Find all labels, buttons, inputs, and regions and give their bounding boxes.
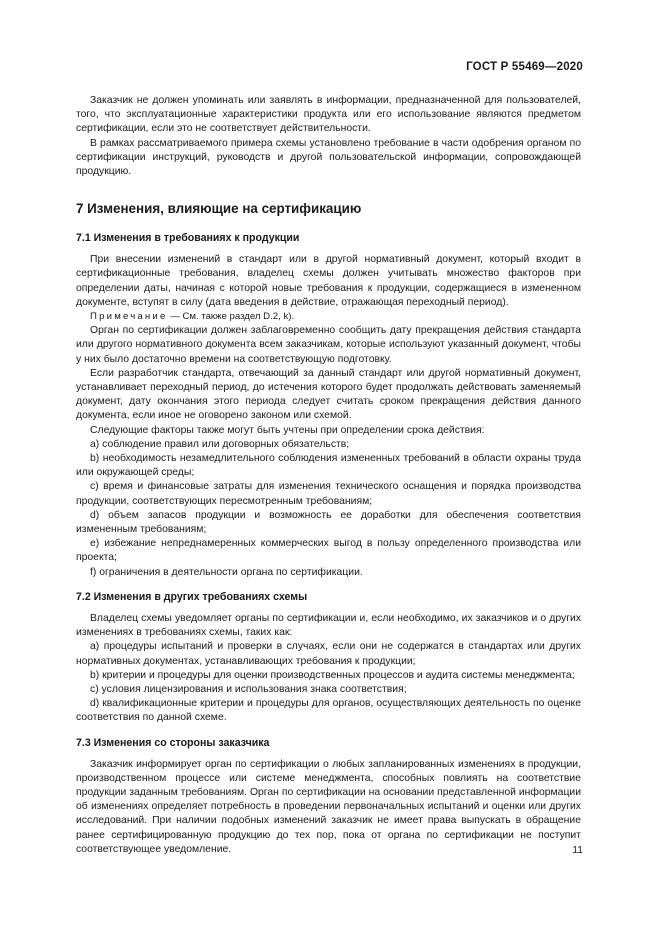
list-item: c) время и финансовые затраты для изменения технического оснащения и порядка производства продукции, соответствующих пересмотренным требованиям; xyxy=(76,481,581,507)
section-7-1-title: 7.1 Изменения в требованиях к продукции xyxy=(76,232,300,245)
note-text: — См. также раздел D.2, k). xyxy=(167,311,295,323)
section-7-3-title: 7.3 Изменения со стороны заказчика xyxy=(76,736,270,749)
list-item: b) критерии и процедуры для оценки производственных процессов и аудита системы менеджмента; xyxy=(90,669,575,681)
section-7-1-paragraph-1: При внесении изменений в стандарт или в другой нормативный документ, который входит в сертификационные требования, владелец схемы должен учитывать множество факторов при определении даты, начиная с которой новые требования к продукции, содержащиеся в измененном документе, вступят в силу (дата введения в действие, отражающая переходный период). xyxy=(76,254,581,308)
section-7-1-paragraph-4: Следующие факторы также могут быть учтены при определении срока действия: xyxy=(90,424,485,436)
list-item: c) условия лицензирования и использования знака соответствия; xyxy=(90,683,407,695)
section-7-1-paragraph-3: Если разработчик стандарта, отвечающий за данный стандарт или другой нормативный документ, устанавливает переходный период, до истечения которого будет продолжать действовать заменяемый документ, дату окончания этого периода следует считать сроком прекращения действия данного документа, если иное не оговорено законом или схемой. xyxy=(76,367,581,422)
section-7-1-paragraph-2: Орган по сертификации должен заблаговременно сообщить дату прекращения действия стандарта или другого нормативного документа всем заказчикам, которые используют указанный документ, чтобы у них было достаточно времени на соответствующую подготовку. xyxy=(76,325,581,365)
list-item: e) избежание непреднамеренных коммерческих выгод в пользу определенного производства или проекта; xyxy=(76,538,581,564)
list-item: f) ограничения в деятельности органа по сертификации. xyxy=(90,566,363,578)
section-7-3-paragraph-1: Заказчик информирует орган по сертификации о любых запланированных изменениях в продукции, производственном процессе или системе менеджмента, способных повлиять на соответствие продукции заданным требованиям. Орган по сертификации на основании представленной информации об изменениях определяет потребность в проведении первоначальных испытаний и оценки или других исследований. При наличии подобных изменений заказчик не имеет права выпускать в обращение ранее сертифицированную продукцию до тех пор, пока от органа по сертификации не поступит соответствующее уведомление. xyxy=(76,758,581,855)
intro-paragraph-1: Заказчик не должен упоминать или заявлять в информации, предназначенной для пользователей, того, что эксплуатационные характеристики продукта или его использование являются предметом сертификации, если это не соответствует действительности. xyxy=(76,95,581,135)
list-item: d) квалификационные критерии и процедуры для органов, осуществляющих деятельность по оценке соответствия по данной схеме. xyxy=(76,698,581,724)
list-item: a) соблюдение правил или договорных обязательств; xyxy=(90,438,350,450)
list-item: b) необходимость незамедлительного соблюдения измененных требований в области охраны труда или окружающей среды; xyxy=(76,453,581,479)
page-number: 11 xyxy=(572,845,583,856)
list-item: a) процедуры испытаний и проверки в случаях, если они не содержатся в стандартах или других нормативных документах, устанавливающих требования к продукции; xyxy=(76,641,581,667)
note xyxy=(76,310,581,324)
document-id-header: ГОСТ Р 55469—2020 xyxy=(466,61,583,73)
list-item: d) объем запасов продукции и возможность ее доработки для обеспечения соответствия измененным требованиям; xyxy=(76,509,581,536)
page-content xyxy=(76,94,581,857)
intro-paragraph-2: В рамках рассматриваемого примера схемы установлено требование в части одобрения органом по сертификации инструкций, руководств и другой пользовательской информации, сопровождающей продукцию. xyxy=(76,137,581,178)
section-7-2-paragraph-1: Владелец схемы уведомляет органы по сертификации и, если необходимо, их заказчиков и о других изменениях в требованиях схемы, таких как: xyxy=(76,612,581,639)
note-label: Примечание xyxy=(90,311,168,323)
section-7-title: 7 Изменения, влияющие на сертификацию xyxy=(76,201,362,217)
section-7-2-title: 7.2 Изменения в других требованиях схемы xyxy=(76,590,308,603)
